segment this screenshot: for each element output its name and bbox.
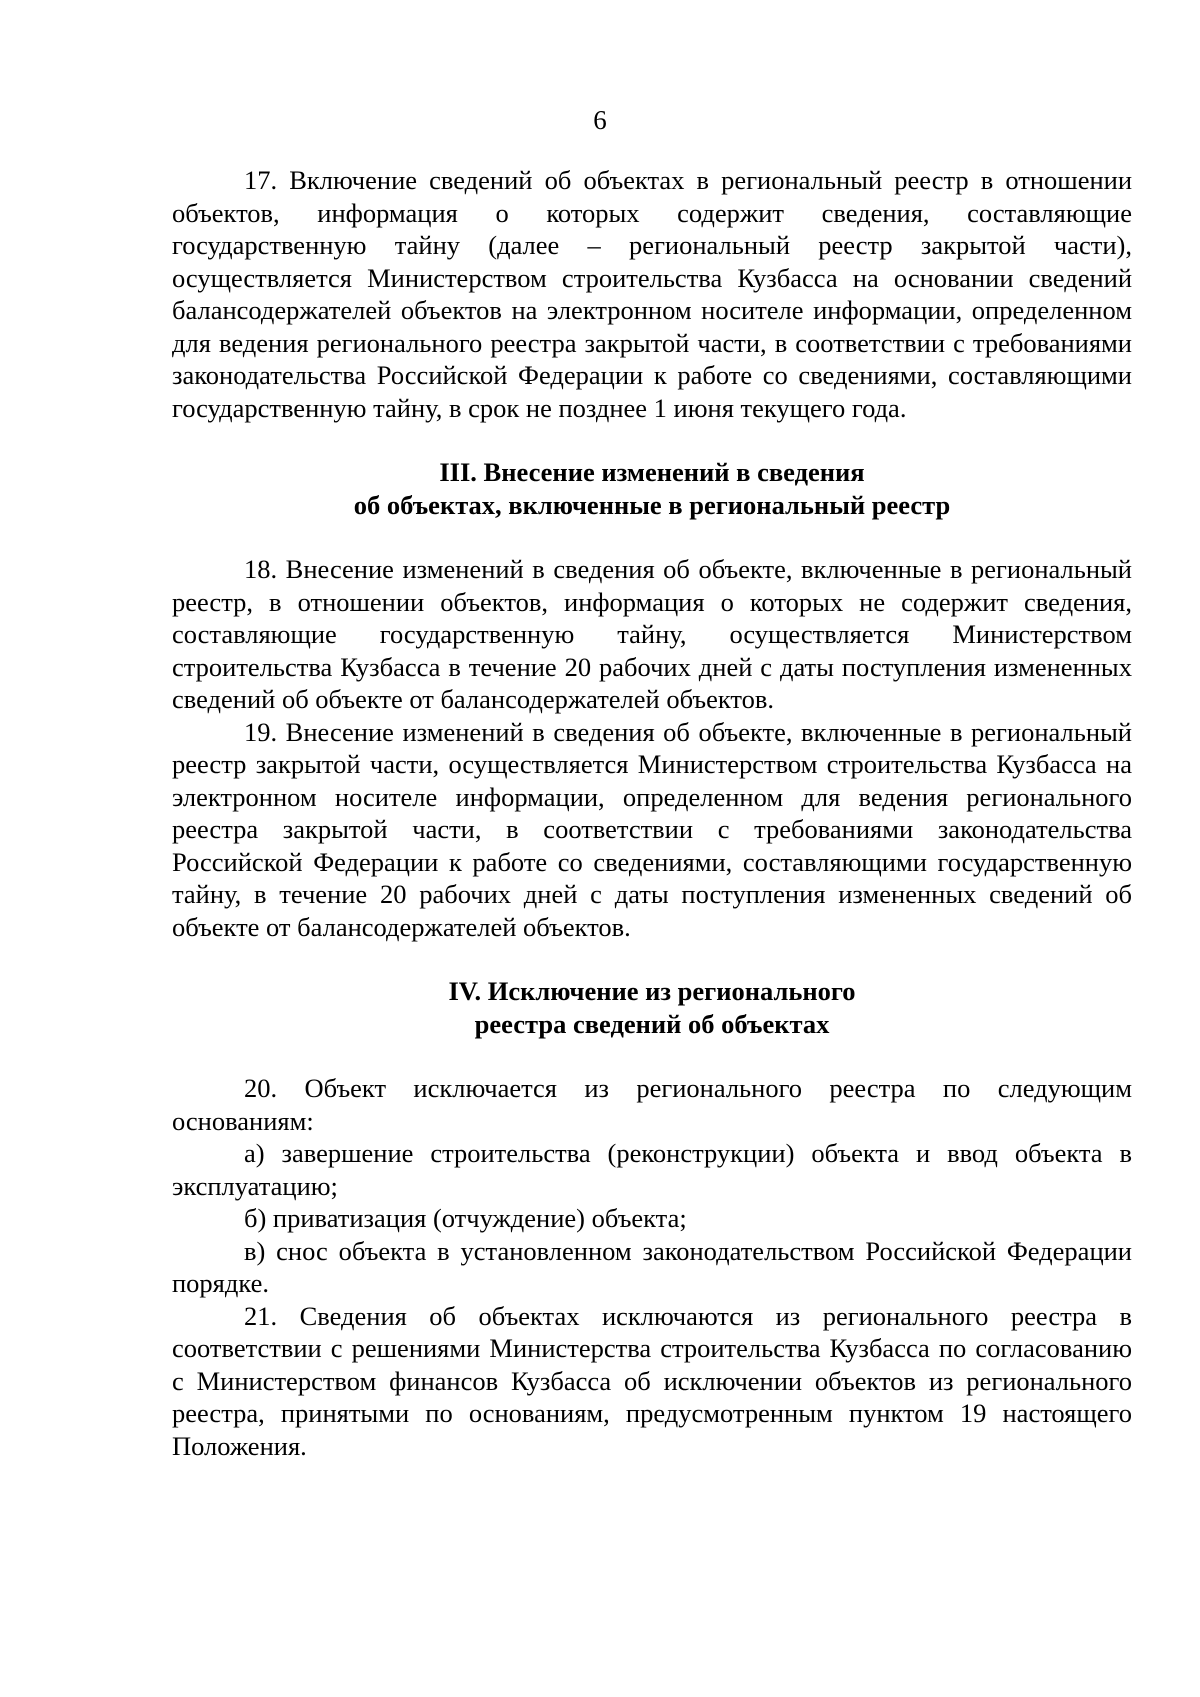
section-heading-iv-line-1: IV. Исключение из регионального	[448, 976, 856, 1006]
paragraph-20: 20. Объект исключается из регионального реестра по следующим основаниям:	[172, 1073, 1132, 1136]
section-heading-iv	[172, 975, 1132, 1040]
section-heading-iv-line-2: реестра сведений об объектах	[474, 1008, 830, 1039]
paragraph-21: 21. Сведения об объектах исключаются из регионального реестра в соответствии с решениями Министерства строительства Кузбасса по согласованию с Министерством финансов Кузбасса об исключении объектов из регионального реестра, принятыми по основаниям, предусмотренным пунктом 19 настоящего Положения.	[172, 1300, 1132, 1461]
section-heading-iii	[172, 456, 1132, 521]
paragraph-20-v: в) снос объекта в установленном законодательством Российской Федерации порядке.	[172, 1235, 1132, 1298]
paragraph-18: 18. Внесение изменений в сведения об объекте, включенные в региональный реестр, в отношении объектов, информация о которых не содержит сведения, составляющие государственную тайну, осуществляется Министерством строительства Кузбасса в течение 20 рабочих дней с даты поступления измененных сведений об объекте от балансодержателей объектов.	[172, 554, 1132, 714]
paragraph-20-a: а) завершение строительства (реконструкции) объекта и ввод объекта в эксплуатацию;	[172, 1138, 1132, 1201]
paragraph-17: 17. Включение сведений об объектах в региональный реестр в отношении объектов, информация о которых содержит сведения, составляющие государственную тайну (далее – региональный реестр закрытой части), осуществляется Министерством строительства Кузбасса на основании сведений балансодержателей объектов на электронном носителе информации, определенном для ведения регионального реестра закрытой части, в соответствии с требованиями законодательства Российской Федерации к работе со сведениями, составляющими государственную тайну, в срок не позднее 1 июня текущего года.	[172, 165, 1132, 423]
paragraph-20-b: б) приватизация (отчуждение) объекта;	[244, 1203, 687, 1233]
spacer	[172, 1040, 1132, 1072]
section-heading-iii-line-2: об объектах, включенные в региональный реестр	[353, 489, 951, 520]
spacer	[172, 424, 1132, 456]
section-heading-iii-line-1: III. Внесение изменений в сведения	[439, 457, 865, 487]
document-body	[172, 164, 1132, 1462]
page-number: 6	[593, 105, 607, 135]
paragraph-19: 19. Внесение изменений в сведения об объекте, включенные в региональный реестр закрытой части, осуществляется Министерством строительства Кузбасса на электронном носителе информации, определенном для ведения регионального реестра закрытой части, в соответствии с требованиями законодательства Российской Федерации к работе со сведениями, составляющими государственную тайну, в течение 20 рабочих дней с даты поступления измененных сведений об объекте от балансодержателей объектов.	[172, 716, 1132, 942]
spacer	[172, 521, 1132, 553]
spacer	[172, 943, 1132, 975]
